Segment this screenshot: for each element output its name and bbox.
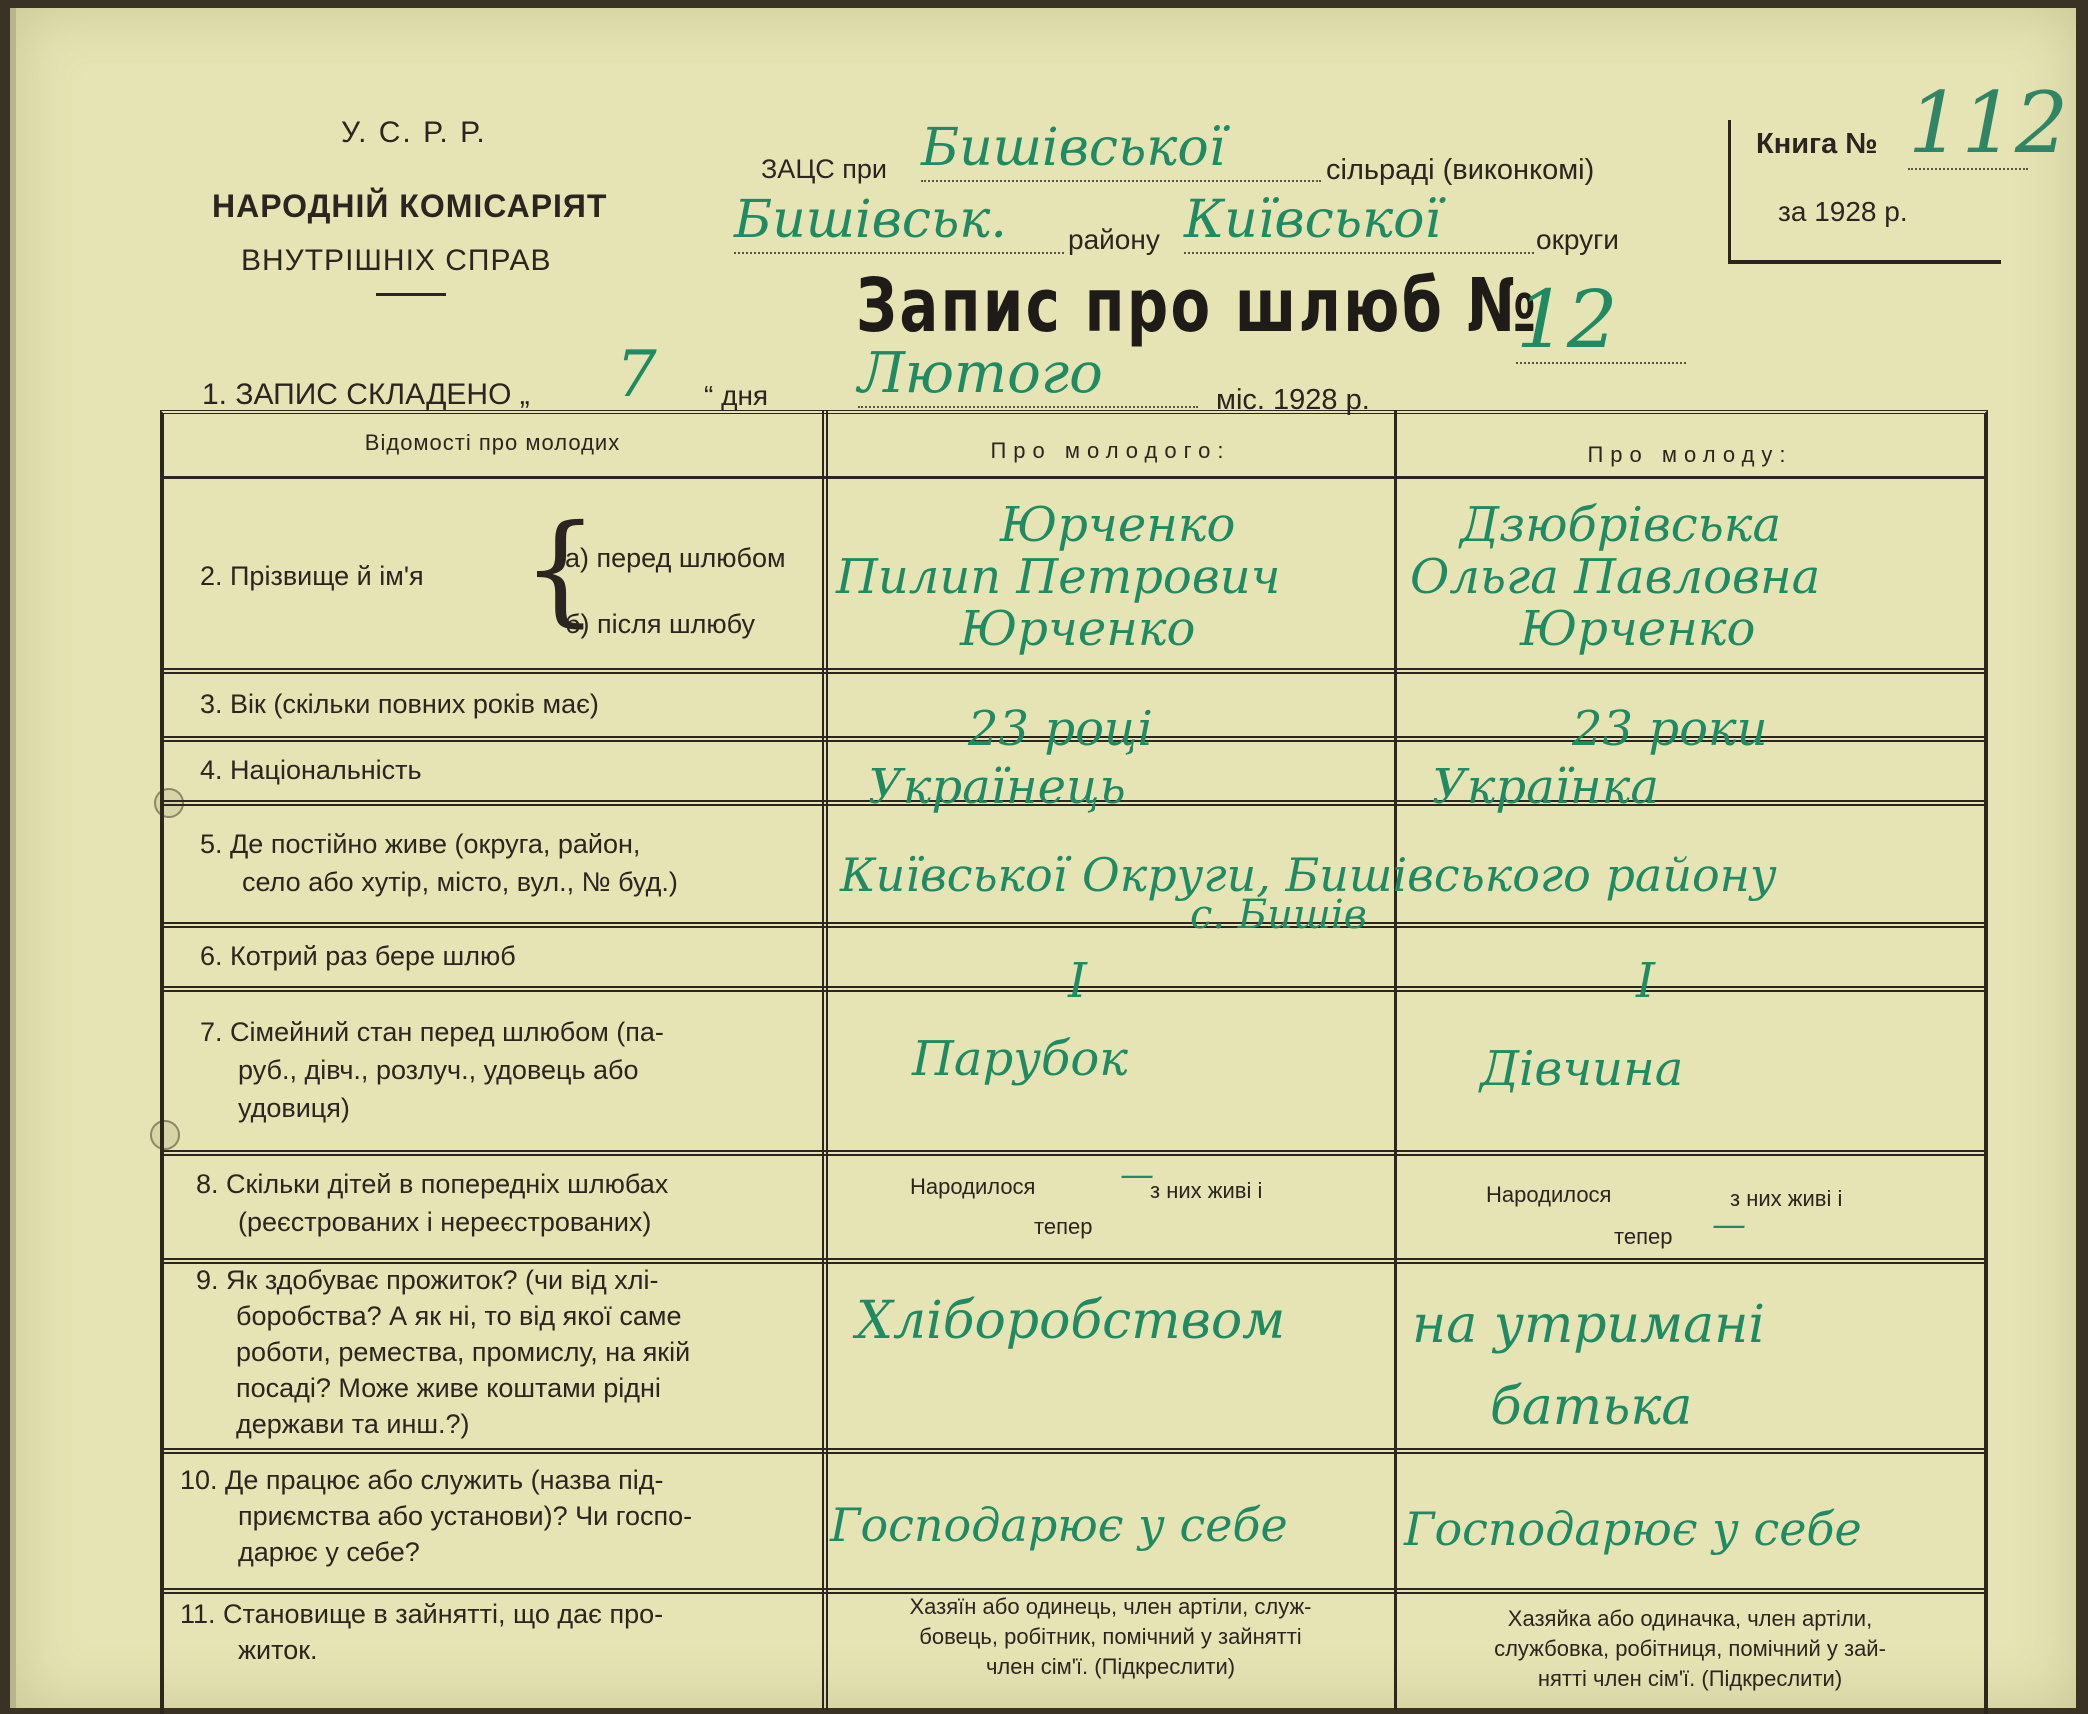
groom-children: — [1120,1155,1154,1195]
bride-nationality: Українка [1432,759,1659,815]
row-divider [160,668,1984,674]
residence: Київської Округи, Бишівського району [840,848,1777,902]
groom-marriage-count: I [1068,953,1087,1009]
groom-occupation-3: член сім'ї. (Підкреслити) [985,1654,1236,1679]
commissariat-title: НАРОДНІЙ КОМІСАРІЯТ [212,188,608,224]
groom-born-label: Народилося [910,1174,1036,1199]
row9-label-4: посаді? Може живе коштами рідні [236,1373,661,1403]
bride-alive-label: з них живі і [1730,1186,1843,1211]
groom-occupation-2: бовець, робітник, помічний у зайнятті [919,1624,1302,1649]
row9-label-1: 9. Як здобуває прожиток? (чи від хлі- [196,1265,659,1295]
column-divider [1394,410,1397,1710]
groom-livelihood: Хліборобством [856,1291,1286,1351]
bride-livelihood-2: батька [1490,1377,1693,1437]
groom-now-label: тепер [1034,1214,1093,1239]
commissariat-subtitle: ВНУТРІШНІХ СПРАВ [241,244,552,277]
bride-marital-status: Дівчина [1480,1041,1684,1097]
groom-workplace: Господарює у себе [830,1498,1288,1552]
row10-label-1: 10. Де працює або служить (назва під- [180,1465,664,1495]
groom-age: 23 році [968,701,1153,757]
record-day: 7 [616,338,657,412]
row3-label: 3. Вік (скільки повних років має) [200,689,599,719]
row4-label: 4. Національність [200,755,422,785]
col-header-groom: Про молодого: [990,438,1231,463]
zags-prefix: ЗАЦС при [761,154,888,184]
bride-livelihood-1: на утримані [1412,1295,1766,1355]
groom-alive-label: з них живі і [1150,1178,1263,1203]
book-year: за 1928 р. [1778,196,1908,227]
row-divider [160,1150,1984,1156]
bride-occupation-2: службовка, робітниця, помічний у зай- [1494,1636,1886,1661]
bride-occupation-3: нятті член сім'ї. (Підкреслити) [1537,1666,1843,1691]
row7-label-1: 7. Сімейний стан перед шлюбом (па- [200,1017,664,1047]
row-divider [160,1448,1984,1454]
record-prefix: 1. ЗАПИС СКЛАДЕНО „ [202,378,530,411]
record-month: Лютого [858,342,1198,408]
book-label: Книга № [1756,128,1878,160]
record-mid: “ дня [704,380,769,411]
row5-label-2: село або хутір, місто, вул., № буд.) [242,867,678,897]
row9-label-3: роботи, ремества, промислу, на якій [236,1337,691,1367]
document-title: Запис про шлюб № [856,263,1539,349]
groom-nationality: Українець [868,759,1126,815]
row10-label-2: приємства або установи)? Чи госпо- [238,1501,693,1531]
row2-label: 2. Прізвище й ім'я [200,561,424,591]
district-suffix: району [1068,224,1160,255]
bride-born-label: Народилося [1486,1182,1612,1207]
header-divider [376,293,446,296]
bride-surname-after: Юрченко [1520,601,1756,657]
row-divider [160,922,1984,928]
row7-label-2: руб., дівч., розлуч., удовець або [238,1055,639,1085]
row10-label-3: дарює у себе? [238,1537,420,1567]
row2-sub-b: б) після шлюбу [565,609,755,639]
brace: { [522,500,599,639]
row2-sub-a: а) перед шлюбом [565,543,786,573]
bride-workplace: Господарює у себе [1404,1502,1862,1556]
groom-occupation-1: Хазяїн або одинець, член артіли, служ- [909,1594,1312,1619]
okrug-suffix: округи [1536,224,1619,255]
row-divider [160,476,1984,479]
book-number: 112 [1908,74,2069,172]
bride-children: — [1712,1205,1746,1245]
row7-label-3: удовиця) [238,1093,350,1123]
row8-label-1: 8. Скільки дітей в попередніх шлюбах [196,1169,669,1199]
state-label: У. С. Р. Р. [341,116,487,149]
groom-surname: Юрченко [1000,497,1236,553]
zags-suffix: сільраді (виконкомі) [1326,154,1595,186]
bride-occupation-1: Хазяйка або одиначка, член артіли, [1507,1606,1873,1631]
col-header-bride: Про молоду: [1587,442,1793,467]
column-divider [822,410,828,1710]
residence-village: с. Бишів [1190,892,1367,938]
row6-label: 6. Котрий раз бере шлюб [200,941,516,971]
row5-label-1: 5. Де постійно живе (округа, район, [200,829,641,859]
record-number: 12 [1516,278,1686,364]
district-handwritten: Бишівськ. [734,188,1064,254]
groom-surname-after: Юрченко [960,601,1196,657]
row11-label-1: 11. Становище в зайнятті, що дає про- [180,1599,664,1629]
row9-label-2: боробства? А як ні, то від якої саме [236,1301,682,1331]
groom-name: Пилип Петрович [836,549,1281,605]
row8-label-2: (реєстрованих і нереєстрованих) [238,1207,652,1237]
record-suffix: міс. 1928 р. [1216,384,1370,416]
row11-label-2: житок. [238,1635,318,1665]
okrug-handwritten: Київської [1184,188,1534,254]
bride-age: 23 роки [1572,701,1768,757]
row9-label-5: держави та инш.?) [236,1409,470,1439]
bride-now-label: тепер [1614,1224,1673,1249]
bride-marriage-count: I [1636,953,1655,1009]
bride-surname: Дзюбрівська [1460,497,1782,553]
col-header-info: Відомості про молодих [364,430,621,455]
bride-name: Ольга Павловна [1410,549,1821,605]
groom-marital-status: Парубок [912,1031,1128,1087]
village-handwritten: Бишівської [921,116,1321,182]
